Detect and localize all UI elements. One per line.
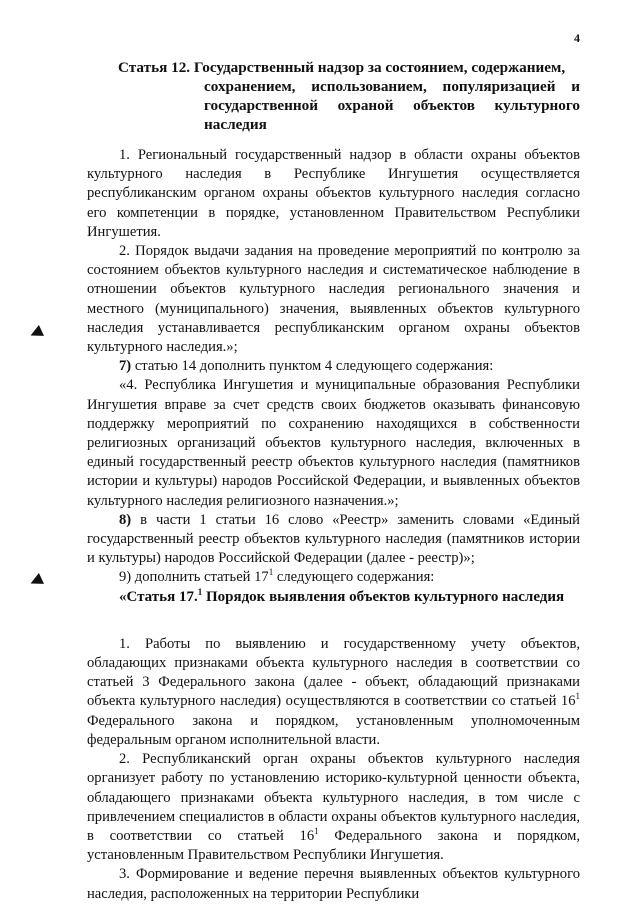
article-12-heading [118,58,580,134]
section-2-text-b: Федерального закона и порядком, установленным Правительством Республики Ингушетия. [87,827,580,864]
item-7-text: статью 14 дополнить пунктом 4 следующего содержания: [131,358,494,375]
section-1-text-b: Федерального закона и порядком, установленным уполномоченным федеральным органом исполнительной власти. [87,712,580,748]
section-2-text-a: 2. Республиканский орган охраны объектов культурного наследия организует работу по установлению историко-культурной ценности объекта, обладающего признаками объекта культурного наследия, в том числе с привлечением специалистов в области охраны объектов культурного наследия, в соответствии со статьей 16 [87,751,580,844]
paragraph-7 [87,357,580,376]
section-2-sup: 1 [314,826,319,837]
item-number-7: 7) [119,358,132,375]
article-17-1-heading-sup: 1 [197,586,203,597]
paragraph-2: 2. Порядок выдачи задания на проведение мероприятий по контролю за состоянием объектов культурного наследия и систематическое наблюдение в отношении объектов культурного наследия регионального значения и местного (муниципального) значения, выявленных объектов культурного наследия устанавливается республиканским органом охраны объектов культурного наследия.»; [87,243,580,356]
document-body [87,146,580,904]
paragraph-8 [87,511,580,569]
article-12-heading-rest: сохранением, использованием, популяризацией и государственной охраной объектов культурного наследия [204,78,580,133]
section-3: 3. Формирование и ведение перечня выявленных объектов культурного наследия, расположенных на территории Республики [87,866,580,902]
article-17-1-heading-b: Порядок выявления объектов культурного наследия [202,588,565,605]
paragraph-1: 1. Региональный государственный надзор в области охраны объектов культурного наследия в Республике Ингушетия осуществляется республиканским органом охраны объектов культурного наследия согласно его компетенции в порядке, установленном Правительством Республики Ингушетия. [87,147,580,240]
section-1 [87,635,580,750]
article-17-1-heading-a: «Статья 17. [119,588,198,605]
section-2 [87,750,580,865]
item-9-text-b: следующего содержания: [273,569,435,586]
article-17-1-heading [87,588,580,607]
spacer [87,607,580,635]
paragraph-7-quote: «4. Республика Ингушетия и муниципальные образования Республики Ингушетия вправе за счет средств своих бюджетов оказывать финансовую поддержку мероприятий по сохранению находящихся в собственности религиозных организаций объектов культурного наследия, включенных в единый государственный реестр объектов культурного наследия (памятников истории и культуры) народов Российской Федерации, и выявленных объектов культурного наследия религиозного назначения.»; [87,377,580,509]
item-number-8: 8) [119,511,132,528]
margin-mark [28,325,44,341]
item-9-sup: 1 [268,567,274,578]
section-1-sup: 1 [575,691,580,702]
item-8-text: в части 1 статьи 16 слово «Реестр» заменить словами «Единый государственный реестр объектов культурного наследия (памятников истории и культуры) народов Российской Федерации (далее - реестр)»; [87,511,580,567]
section-1-text-a: 1. Работы по выявлению и государственному учету объектов, обладающих признаками объекта культурного наследия в соответствии со статьей 3 Федерального закона (далее - объект, обладающий признаками объекта культурного наследия) осуществляются в соответствии со статьей 16 [87,635,580,710]
article-12-heading-line1: Статья 12. Государственный надзор за состоянием, содержанием, [118,59,566,76]
margin-mark [28,573,44,589]
item-9-text-a: 9) дополнить статьей 17 [119,569,269,586]
page-number: 4 [574,31,580,45]
paragraph-9 [87,568,580,587]
